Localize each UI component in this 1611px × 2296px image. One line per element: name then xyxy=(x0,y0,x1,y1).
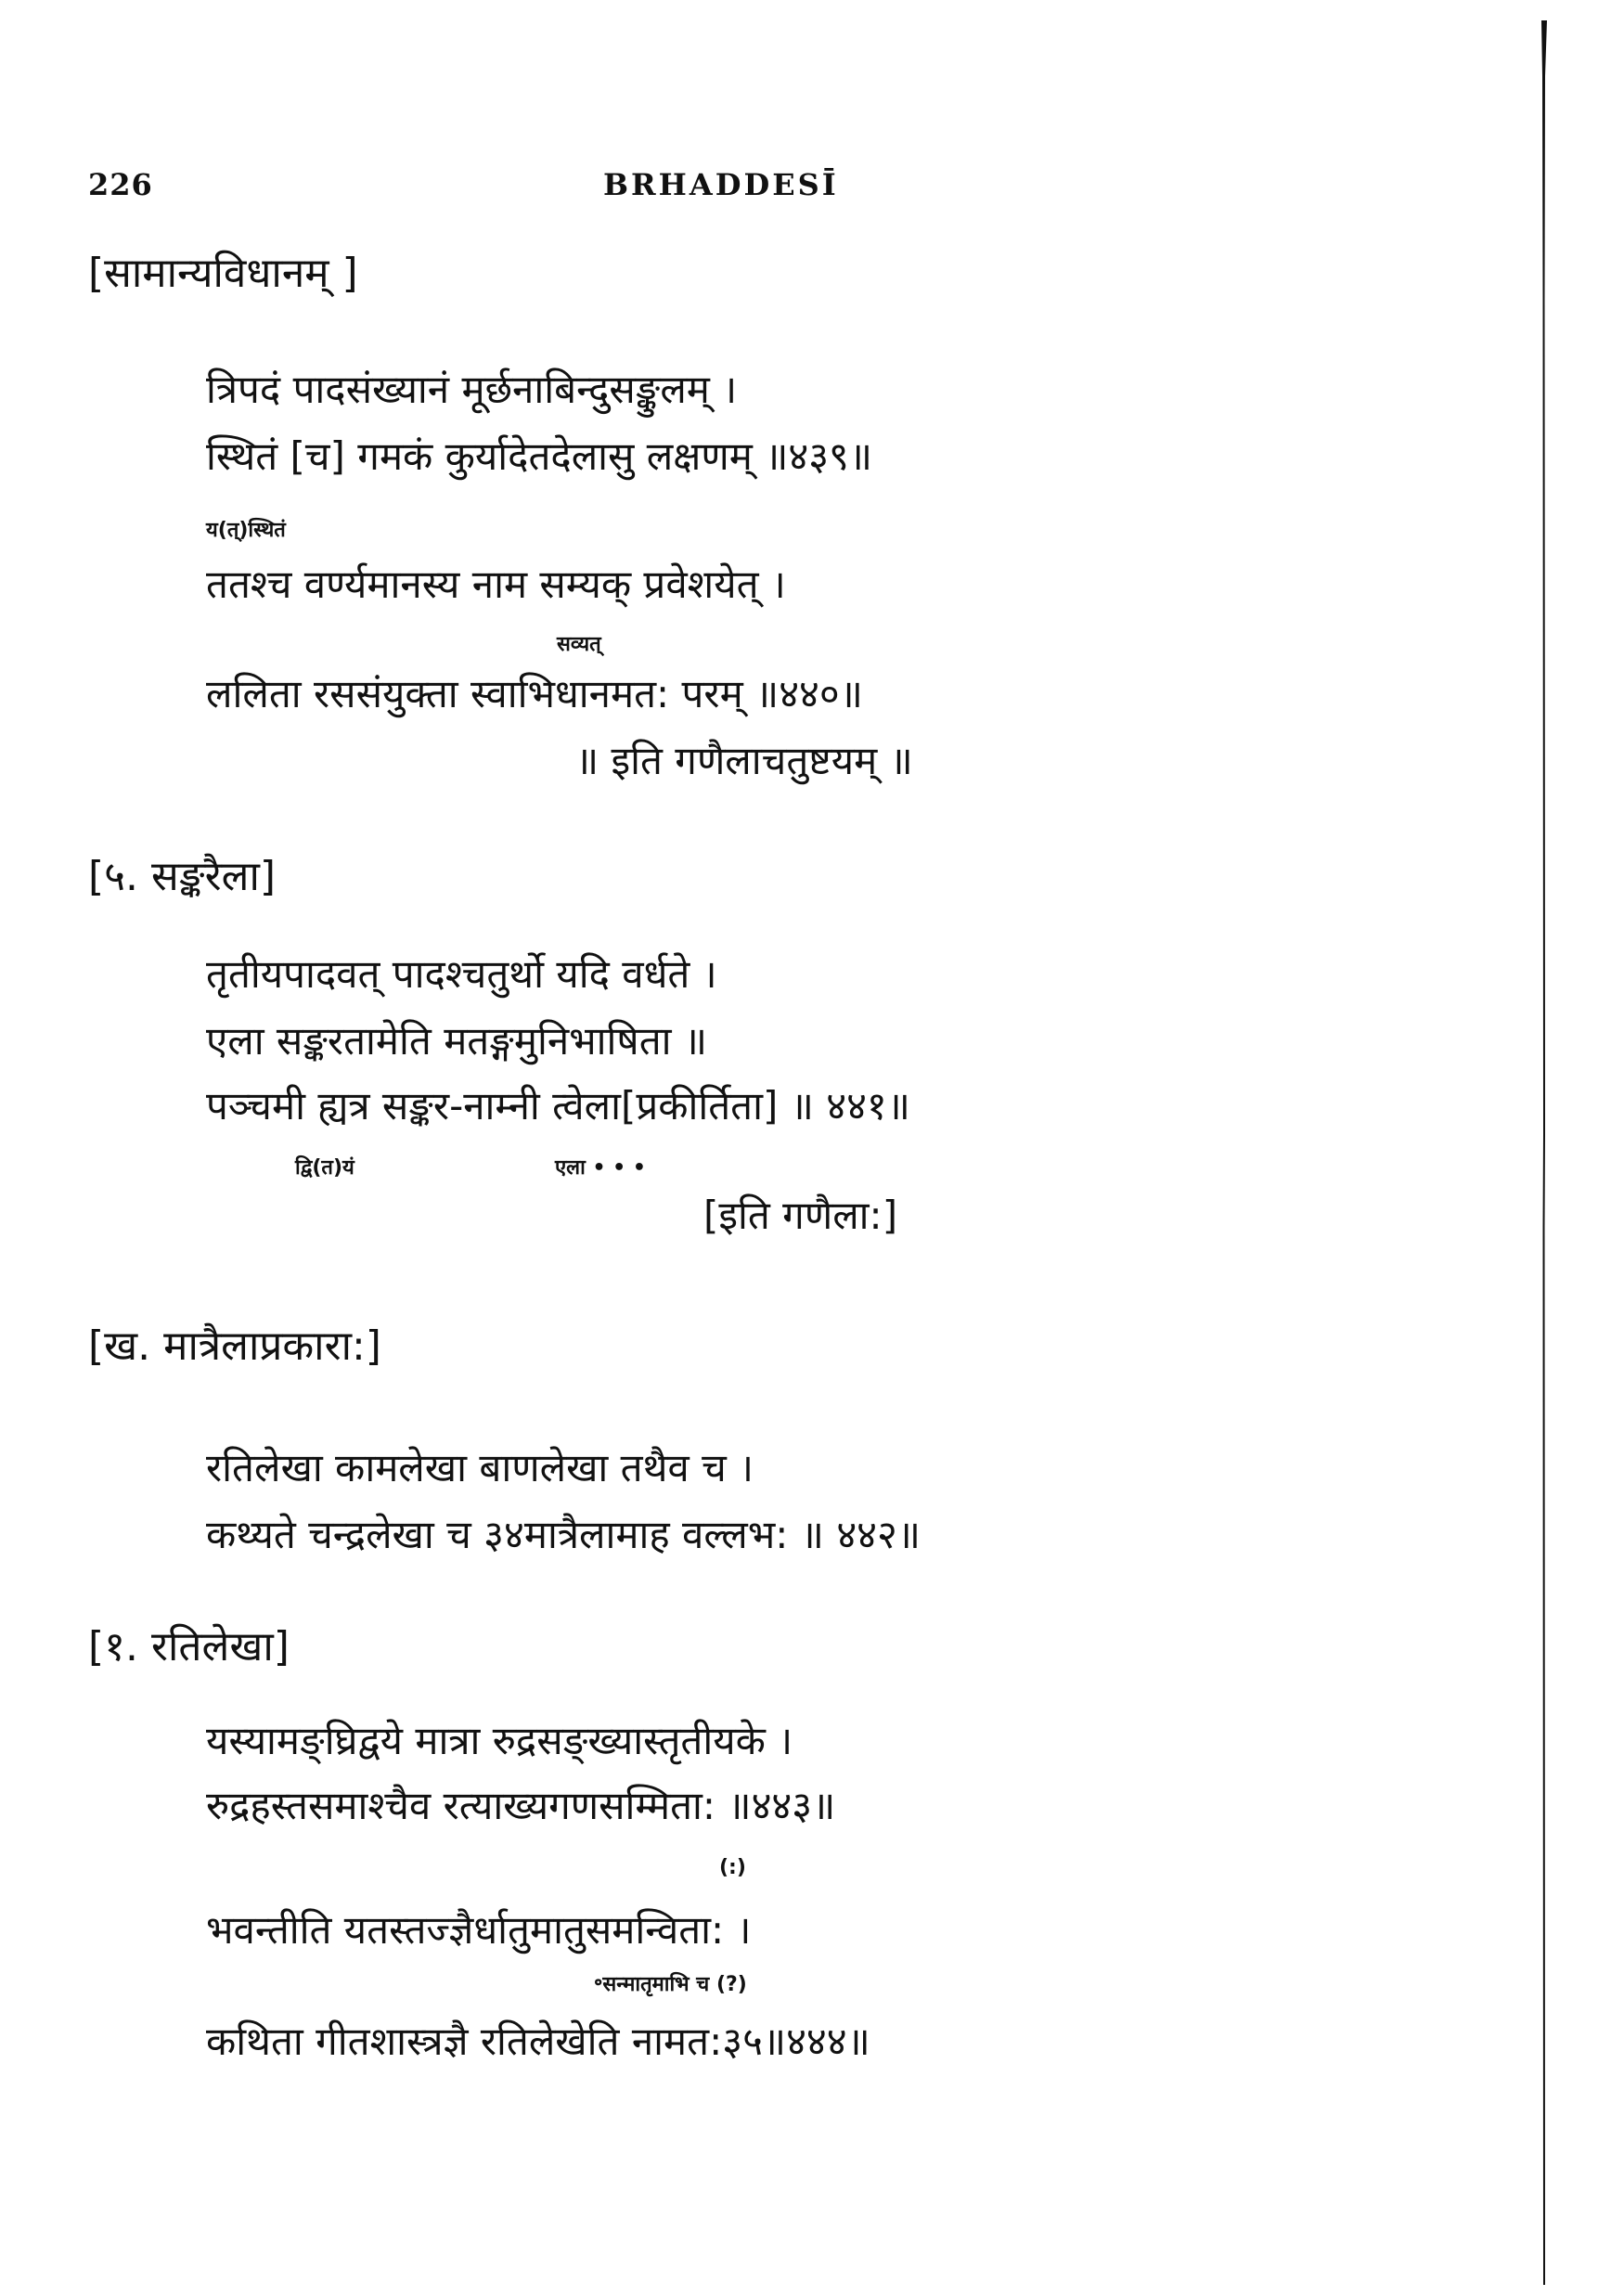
page-number: 226 xyxy=(88,167,153,202)
footnote-variant: य(त्)स्थितं xyxy=(206,519,286,542)
footnote-variant: (:) xyxy=(719,1856,746,1879)
verse-line: तृतीयपादवत् पादश्चतुर्थो यदि वर्धते । xyxy=(206,951,717,997)
verse-line: ततश्च वर्ण्यमानस्य नाम सम्यक् प्रवेशयेत् । xyxy=(206,561,786,607)
verse-line: यस्यामङ्घ्रिद्वये मात्रा रुद्रसङ्ख्यास्तृतीयके । xyxy=(206,1718,793,1763)
footnote-variant: एला • • • xyxy=(555,1156,646,1180)
verse-line: रतिलेखा कामलेखा बाणलेखा तथैव च । xyxy=(206,1445,754,1490)
scan-binding-edge xyxy=(1540,20,1548,2285)
footnote-variant: सव्यत् xyxy=(557,633,601,656)
verse-line: स्थितं [च] गमकं कुर्यादेतदेलासु लक्षणम् ॥४३९॥ xyxy=(206,433,873,479)
section-heading: [१. रतिलेखा] xyxy=(88,1623,290,1670)
verse-line: पञ्चमी ह्यत्र सङ्कर-नाम्नी त्वेला[प्रकीर्तिता] ॥ ४४१॥ xyxy=(206,1083,910,1129)
footnote-variant: द्वि(त)यं xyxy=(295,1156,354,1180)
verse-line: कथ्यते चन्द्रलेखा च ३४मात्रैलामाह वल्लभ: ॥ ४४२॥ xyxy=(206,1512,921,1557)
section-heading: [सामान्यविधानम् ] xyxy=(88,250,358,297)
section-heading: [ख. मात्रैलाप्रकारा:] xyxy=(88,1322,381,1370)
section-heading: [५. सङ्करैला] xyxy=(88,853,277,900)
verse-line: रुद्रहस्तसमाश्चैव रत्याख्यगणसम्मिता: ॥४४३॥ xyxy=(206,1783,836,1828)
footnote-variant: ॰सन्मातृमाभि च (?) xyxy=(594,1973,747,1996)
section-colophon: [इति गणैला:] xyxy=(703,1193,898,1238)
verse-line: ललिता रससंयुक्ता स्वाभिधानमत: परम् ॥४४०॥ xyxy=(206,671,863,716)
running-head: BRHADDESĪ xyxy=(603,167,839,202)
verse-line: एला सङ्करतामेति मतङ्गमुनिभाषिता ॥ xyxy=(206,1018,708,1064)
verse-line: कथिता गीतशास्त्रज्ञै रतिलेखेति नामत:३५॥४४४॥ xyxy=(206,2019,870,2064)
section-colophon: ॥ इति गणैलाचतुष्टयम् ॥ xyxy=(575,738,913,783)
verse-line: त्रिपदं पादसंख्यानं मूर्छनाबिन्दुसङ्कुलम् । xyxy=(206,367,738,412)
verse-line: भवन्तीति यतस्तज्ज्ञैर्धातुमातुसमन्विता: । xyxy=(206,1907,752,1953)
